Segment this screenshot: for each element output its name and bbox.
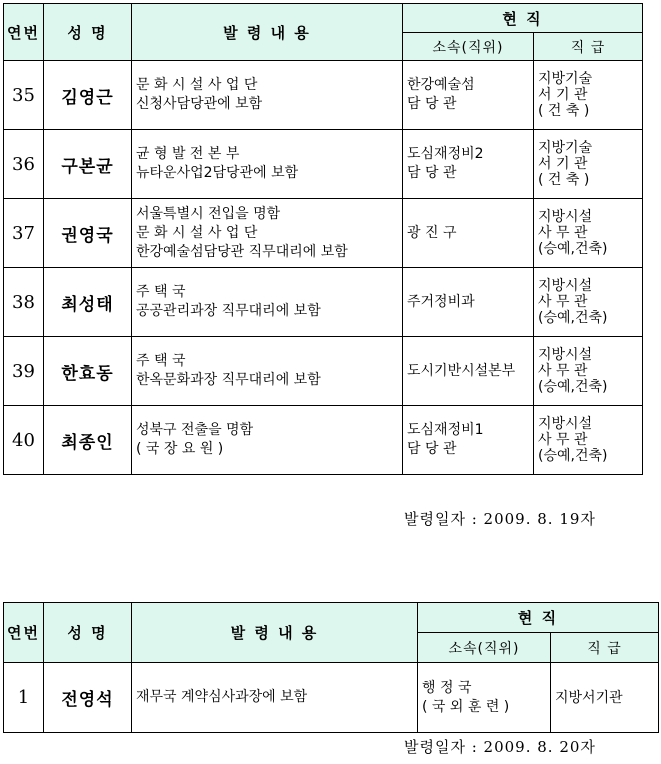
text-line-value: 문 화 시 설 사 업 단	[136, 224, 258, 241]
appointment-content	[132, 268, 403, 337]
text-line	[407, 76, 529, 95]
text-line-value: 공공관리과장 직무대리에 보함	[136, 303, 321, 319]
text-line	[136, 421, 398, 440]
text-line-value: 담 당 관	[407, 165, 457, 181]
text-line	[136, 243, 398, 262]
text-line	[538, 363, 638, 379]
text-line-value: 지방서기관	[555, 689, 623, 706]
text-line-value: ( 국 장 요 원 )	[136, 441, 224, 457]
text-line-value: (승예,건축)	[538, 379, 608, 395]
text-line-value: 지방시설	[538, 347, 593, 363]
text-line	[538, 347, 638, 363]
text-line	[136, 302, 398, 321]
text-line-value: (승예,건축)	[538, 448, 608, 464]
appointment-table-1	[3, 3, 643, 475]
text-line	[422, 679, 546, 698]
person-name: 최종인	[44, 406, 132, 475]
text-line	[538, 432, 638, 448]
row-number: 38	[4, 268, 44, 337]
text-line-value: 한강예술섬담당관 직무대리에 보함	[136, 243, 348, 260]
text-line-value: 행 정 국	[422, 679, 472, 696]
text-line	[407, 362, 529, 381]
text-line	[136, 352, 398, 371]
text-line	[407, 293, 529, 312]
text-line	[422, 698, 546, 717]
current-grade	[534, 199, 643, 268]
text-line-value: (승예,건축)	[538, 241, 608, 257]
text-line	[136, 76, 398, 95]
current-grade	[534, 130, 643, 199]
text-line	[407, 421, 529, 440]
text-line	[136, 688, 413, 707]
current-dept	[403, 406, 534, 475]
text-line-value: 지방시설	[538, 209, 593, 225]
table-row	[4, 268, 643, 337]
text-line-value: (승예,건축)	[538, 310, 608, 326]
text-line	[538, 209, 638, 225]
person-name: 한효동	[44, 337, 132, 406]
text-line-value: ( 건 축 )	[538, 103, 590, 119]
text-line-value: 사 무 관	[538, 432, 588, 448]
text-line	[538, 71, 638, 87]
current-dept	[418, 663, 551, 733]
header-current-position: 현 직	[418, 603, 659, 633]
current-grade	[534, 268, 643, 337]
header-no: 연번	[4, 4, 44, 61]
text-line	[136, 283, 398, 302]
header-dept: 소속(직위)	[418, 633, 551, 663]
current-grade	[534, 61, 643, 130]
text-line-value: 사 무 관	[538, 225, 588, 241]
text-line	[136, 164, 398, 183]
text-line	[538, 294, 638, 310]
row-number: 36	[4, 130, 44, 199]
text-line	[136, 95, 398, 114]
table-row	[4, 61, 643, 130]
text-line	[407, 164, 529, 183]
text-line-value: 서 기 관	[538, 87, 588, 103]
text-line	[538, 140, 638, 156]
text-line	[538, 379, 638, 395]
text-line-value: 지방시설	[538, 278, 593, 294]
text-line	[136, 440, 398, 459]
text-line	[136, 224, 398, 243]
current-dept	[403, 337, 534, 406]
appointment-date-1: 발령일자 : 2009. 8. 19자	[404, 510, 596, 528]
text-line	[555, 690, 654, 706]
header-content: 발 령 내 용	[132, 603, 418, 663]
text-line	[407, 224, 529, 243]
text-line-value: ( 국 외 훈 련 )	[422, 698, 510, 715]
appointment-content	[132, 130, 403, 199]
text-line-value: 서 기 관	[538, 156, 588, 172]
header-grade: 직 급	[534, 33, 643, 61]
text-line	[538, 278, 638, 294]
row-number: 1	[4, 663, 44, 733]
person-name: 구본균	[44, 130, 132, 199]
current-dept	[403, 61, 534, 130]
text-line-value: 도시기반시설본부	[407, 362, 516, 379]
appointment-content	[132, 199, 403, 268]
table-row	[4, 199, 643, 268]
text-line	[407, 95, 529, 114]
header-current-position: 현 직	[403, 4, 643, 33]
header-name: 성 명	[44, 603, 132, 663]
text-line-value: 지방기술	[538, 140, 593, 156]
row-number: 39	[4, 337, 44, 406]
text-line-value: 신청사담당관에 보함	[136, 96, 263, 112]
current-grade	[534, 337, 643, 406]
current-dept	[403, 199, 534, 268]
text-line	[538, 103, 638, 119]
text-line	[538, 241, 638, 257]
text-line	[538, 310, 638, 326]
text-line	[538, 172, 638, 188]
current-dept	[403, 268, 534, 337]
text-line	[407, 145, 529, 164]
text-line-value: 재무국 계약심사과장에 보함	[136, 689, 308, 705]
person-name: 김영근	[44, 61, 132, 130]
text-line-value: 지방시설	[538, 416, 593, 432]
table-row	[4, 406, 643, 475]
text-line	[538, 225, 638, 241]
header-dept: 소속(직위)	[403, 33, 534, 61]
text-line-value: 사 무 관	[538, 363, 588, 379]
appointment-content	[132, 406, 403, 475]
text-line-value: 주 택 국	[136, 353, 186, 369]
text-line	[136, 205, 398, 224]
appointment-content	[132, 337, 403, 406]
person-name: 전영석	[44, 663, 132, 733]
text-line	[136, 371, 398, 390]
table-row	[4, 663, 659, 733]
header-grade: 직 급	[551, 633, 659, 663]
text-line-value: 뉴타운사업2담당관에 보함	[136, 165, 299, 181]
text-line-value: 광 진 구	[407, 224, 457, 241]
appointment-table-2	[3, 602, 659, 733]
text-line-value: 한옥문화과장 직무대리에 보함	[136, 372, 321, 388]
text-line-value: 담 당 관	[407, 96, 457, 112]
current-dept	[403, 130, 534, 199]
row-number: 40	[4, 406, 44, 475]
text-line	[538, 156, 638, 172]
text-line-value: 도심재정비1	[407, 422, 484, 438]
appointment-date-2: 발령일자 : 2009. 8. 20자	[404, 738, 596, 756]
text-line-value: 균 형 발 전 본 부	[136, 146, 240, 162]
text-line-value: 지방기술	[538, 71, 593, 87]
table-row	[4, 130, 643, 199]
text-line	[538, 448, 638, 464]
text-line-value: 문 화 시 설 사 업 단	[136, 77, 258, 93]
current-grade	[551, 663, 659, 733]
text-line	[538, 416, 638, 432]
text-line-value: 주 택 국	[136, 284, 186, 300]
current-grade	[534, 406, 643, 475]
text-line-value: 성북구 전출을 명함	[136, 422, 254, 438]
text-line	[538, 87, 638, 103]
header-name: 성 명	[44, 4, 132, 61]
person-name: 최성태	[44, 268, 132, 337]
text-line-value: 담 당 관	[407, 441, 457, 457]
text-line-value: 서울특별시 전입을 명함	[136, 205, 281, 222]
appointment-content	[132, 663, 418, 733]
row-number: 35	[4, 61, 44, 130]
row-number: 37	[4, 199, 44, 268]
appointment-content	[132, 61, 403, 130]
text-line-value: 주거정비과	[407, 293, 475, 310]
text-line	[136, 145, 398, 164]
person-name: 권영국	[44, 199, 132, 268]
table-row	[4, 337, 643, 406]
header-no: 연번	[4, 603, 44, 663]
text-line	[407, 440, 529, 459]
text-line-value: 사 무 관	[538, 294, 588, 310]
text-line-value: 한강예술섬	[407, 77, 475, 93]
text-line-value: ( 건 축 )	[538, 172, 590, 188]
text-line-value: 도심재정비2	[407, 146, 484, 162]
header-content: 발 령 내 용	[132, 4, 403, 61]
